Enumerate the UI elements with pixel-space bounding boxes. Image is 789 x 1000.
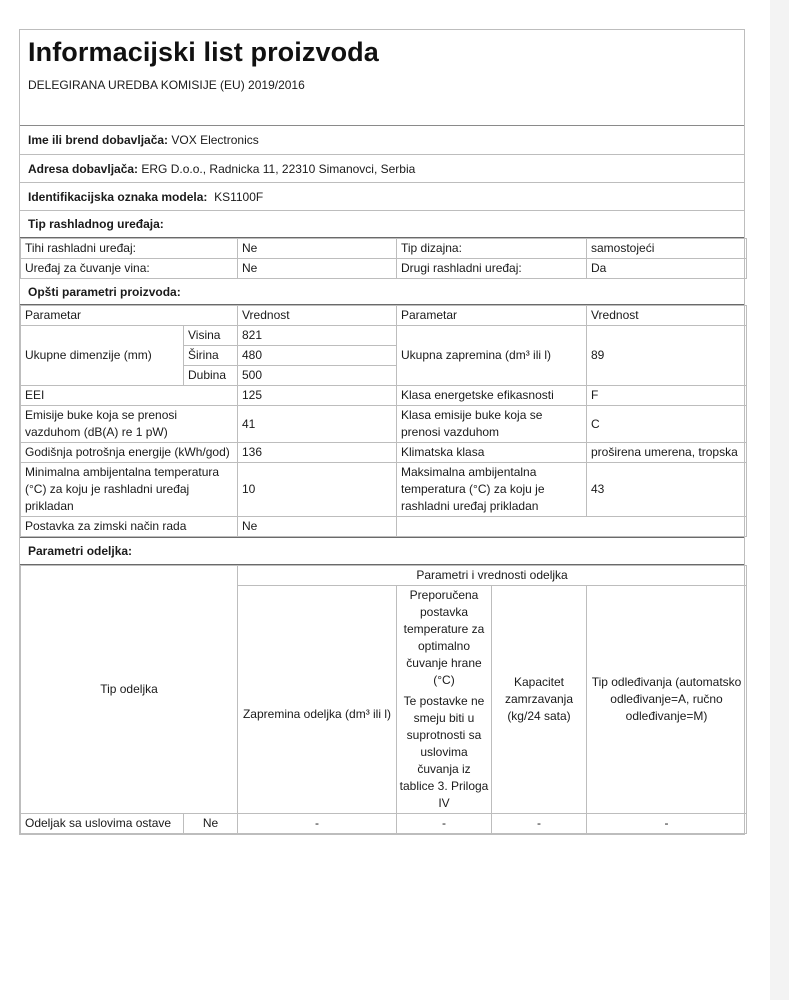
model-id-row — [20, 183, 744, 211]
freezing-capacity-header: Kapacitet zamrzavanja (kg/24 sata) — [492, 586, 587, 814]
compartment-defrost: - — [587, 814, 747, 834]
compartment-params-title: Parametri odeljka: — [28, 544, 133, 558]
param-label: Emisije buke koja se prenosi vazduhom (dB(A) re 1 pW) — [21, 406, 238, 443]
model-id-value: KS1100F — [214, 189, 264, 204]
product-info-sheet — [19, 29, 745, 835]
appliance-type-label: Uređaj za čuvanje vina: — [21, 259, 238, 279]
dimension-name: Širina — [184, 346, 238, 366]
table-row — [21, 386, 747, 406]
general-params-section-header — [20, 279, 744, 305]
param-value: 10 — [238, 463, 397, 517]
param-value: 125 — [238, 386, 397, 406]
param-value: 136 — [238, 443, 397, 463]
param-value: 41 — [238, 406, 397, 443]
param-value: C — [587, 406, 747, 443]
column-header: Parametar — [397, 306, 587, 326]
defrost-type-header: Tip odleđivanja (automatsko odleđivanje=A, ručno odleđivanje=M) — [587, 586, 747, 814]
param-label: Klasa energetske efikasnosti — [397, 386, 587, 406]
table-row — [21, 259, 747, 279]
table-row — [21, 326, 747, 346]
table-header-row — [21, 566, 747, 586]
page-title: Informacijski list proizvoda — [28, 37, 379, 67]
dimension-value: 500 — [238, 366, 397, 386]
param-label: Maksimalna ambijentalna temperatura (°C) za koju je rashladni uređaj prikladan — [397, 463, 587, 517]
compartment-volume-header: Zapremina odeljka (dm³ ili l) — [238, 586, 397, 814]
title-block — [20, 30, 744, 126]
compartment-group-header: Parametri i vrednosti odeljka — [238, 566, 747, 586]
dimension-value: 821 — [238, 326, 397, 346]
appliance-type-value: Da — [587, 259, 747, 279]
compartment-freeze: - — [492, 814, 587, 834]
param-label: Klimatska klasa — [397, 443, 587, 463]
table-row — [21, 463, 747, 517]
regulation-subtitle: DELEGIRANA UREDBA KOMISIJE (EU) 2019/2016 — [28, 78, 305, 92]
appliance-type-label: Tihi rashladni uređaj: — [21, 239, 238, 259]
compartment-type-header: Tip odeljka — [21, 566, 238, 814]
side-scroll-strip — [770, 0, 789, 1000]
appliance-type-value: Ne — [238, 259, 397, 279]
general-params-title: Opšti parametri proizvoda: — [28, 284, 181, 299]
total-volume-value: 89 — [587, 326, 747, 386]
table-header-row — [21, 306, 747, 326]
supplier-brand-label: Ime ili brend dobavljača: — [28, 133, 169, 147]
compartment-temp: - — [397, 814, 492, 834]
dimensions-label: Ukupne dimenzije (mm) — [21, 326, 184, 386]
param-value: F — [587, 386, 747, 406]
supplier-brand-row — [20, 126, 744, 155]
dimension-value: 480 — [238, 346, 397, 366]
table-row — [21, 239, 747, 259]
appliance-type-value: Ne — [238, 239, 397, 259]
compartment-present: Ne — [184, 814, 238, 834]
column-header: Vrednost — [587, 306, 747, 326]
supplier-address-value: ERG D.o.o., Radnicka 11, 22310 Simanovci, Serbia — [141, 161, 416, 176]
param-label: Minimalna ambijentalna temperatura (°C) za koju je rashladni uređaj prikladan — [21, 463, 238, 517]
column-header: Parametar — [21, 306, 238, 326]
table-row — [21, 814, 747, 834]
recommended-temp-header — [397, 586, 492, 814]
appliance-type-table — [20, 238, 747, 279]
table-row — [21, 443, 747, 463]
total-volume-label: Ukupna zapremina (dm³ ili l) — [397, 326, 587, 386]
model-id-label: Identifikacijska oznaka modela: — [28, 189, 208, 204]
appliance-type-value: samostojeći — [587, 239, 747, 259]
param-label: Godišnja potrošnja energije (kWh/god) — [21, 443, 238, 463]
temp-note-text: Te postavke ne smeju biti u suprotnosti sa uslovima čuvanja iz tablice 3. Priloga IV — [399, 694, 489, 810]
supplier-brand-value: VOX Electronics — [171, 133, 259, 147]
param-label: EEI — [21, 386, 238, 406]
param-value: 43 — [587, 463, 747, 517]
column-header: Vrednost — [238, 306, 397, 326]
appliance-type-label: Tip dizajna: — [397, 239, 587, 259]
compartment-volume: - — [238, 814, 397, 834]
general-params-table — [20, 305, 747, 537]
compartment-type: Odeljak sa uslovima ostave — [21, 814, 184, 834]
table-row — [21, 406, 747, 443]
compartment-params-table — [20, 565, 747, 834]
param-empty — [397, 517, 747, 537]
param-label: Klasa emisije buke koja se prenosi vazduhom — [397, 406, 587, 443]
appliance-type-title: Tip rashladnog uređaja: — [28, 217, 164, 231]
appliance-type-section-header — [20, 211, 744, 238]
table-row — [21, 517, 747, 537]
param-value: Ne — [238, 517, 397, 537]
recommended-temp-text: Preporučena postavka temperature za optimalno čuvanje hrane (°C) — [403, 588, 485, 687]
dimension-name: Visina — [184, 326, 238, 346]
param-value: proširena umerena, tropska — [587, 443, 747, 463]
compartment-params-section-header — [20, 537, 744, 565]
supplier-address-label: Adresa dobavljača: — [28, 161, 139, 176]
dimension-name: Dubina — [184, 366, 238, 386]
param-label: Postavka za zimski način rada — [21, 517, 238, 537]
supplier-address-row — [20, 155, 744, 183]
appliance-type-label: Drugi rashladni uređaj: — [397, 259, 587, 279]
